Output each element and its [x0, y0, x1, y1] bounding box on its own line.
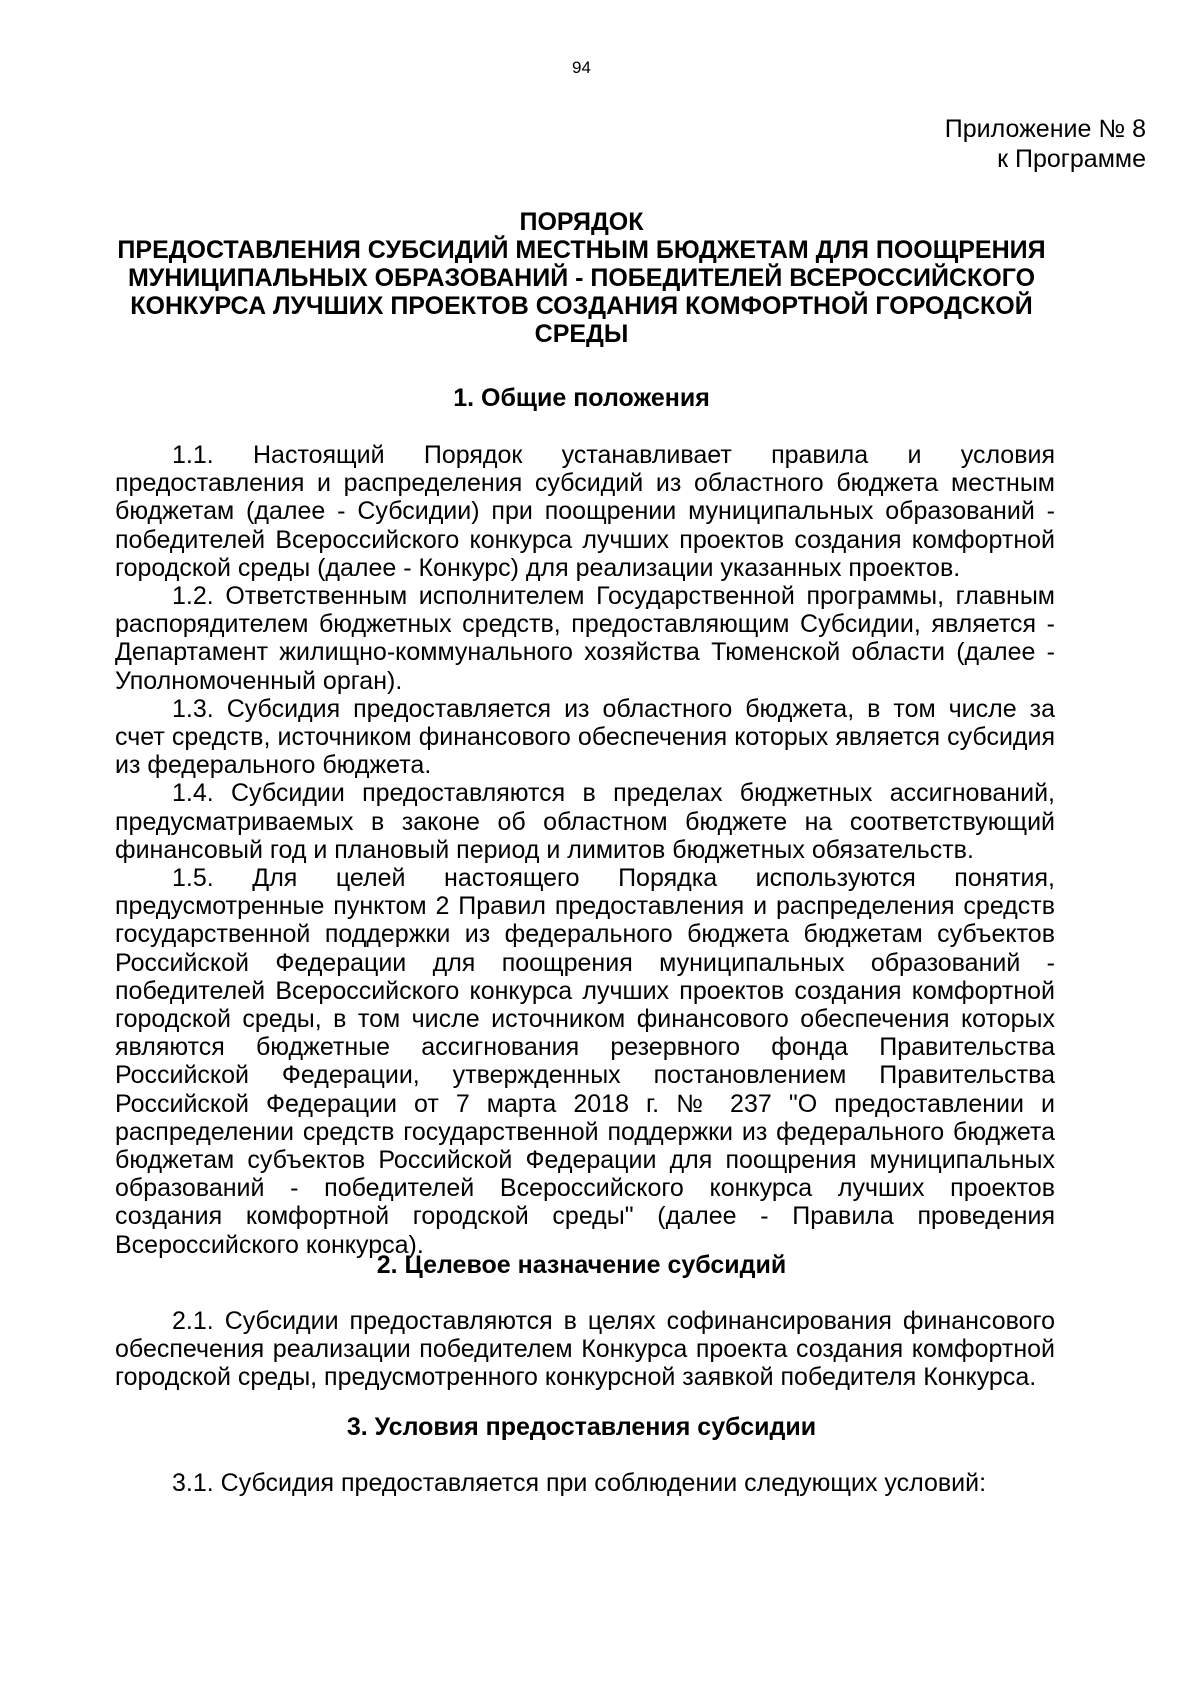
appendix-program: к Программе: [997, 145, 1146, 173]
page-number: 94: [572, 58, 591, 77]
section-heading-general: 1. Общие положения: [453, 384, 710, 412]
section-body-purpose: [115, 1307, 1055, 1392]
section-heading-conditions: 3. Условия предоставления субсидии: [346, 1413, 817, 1441]
document-title: [110, 208, 1053, 348]
paragraph-2-1: 2.1. Субсидии предоставляются в целях софинансирования финансового обеспечения реализации победителем Конкурса проекта создания комфортной городской среды, предусмотренного конкурсной заявкой победителя Конкурса.: [115, 1307, 1055, 1392]
section-body-general: [115, 441, 1055, 1259]
appendix-number: Приложение № 8: [944, 115, 1146, 143]
title-line: ПОРЯДОК: [519, 208, 644, 236]
appendix-note: [945, 114, 1146, 174]
title-line: СРЕДЫ: [534, 320, 629, 348]
paragraph-1-3: 1.3. Субсидия предоставляется из областного бюджета, в том числе за счет средств, источником финансового обеспечения которых является субсидия из федерального бюджета.: [115, 694, 1055, 780]
paragraph-1-4: 1.4. Субсидии предоставляются в пределах бюджетных ассигнований, предусматриваемых в законе об областном бюджете на соответствующий финансовый год и плановый период и лимитов бюджетных обязательств.: [115, 779, 1055, 864]
paragraph-1-1: 1.1. Настоящий Порядок устанавливает правила и условия предоставления и распределения субсидий из областного бюджета местным бюджетам (далее - Субсидии) при поощрении муниципальных образований - победителей Всероссийского конкурса лучших проектов создания комфортной городской среды (далее - Конкурс) для реализации указанных проектов.: [115, 441, 1055, 582]
paragraph-1-5: 1.5. Для целей настоящего Порядка используются понятия, предусмотренные пунктом 2 Правил предоставления и распределения средств государственной поддержки из федерального бюджета бюджетам субъектов Российской Федерации для поощрения муниципальных образований - победителей Всероссийского конкурса лучших проектов создания комфортной городской среды, в том числе источником финансового обеспечения которых являются бюджетные ассигнования резервного фонда Правительства Российской Федерации, утвержденных постановлением Правительства Российской Федерации от 7 марта 2018 г. № 237 "О предоставлении и распределении средств государственной поддержки из федерального бюджета бюджетам субъектов Российской Федерации для поощрения муниципальных образований - победителей Всероссийского конкурса лучших проектов создания комфортной городской среды" (далее - Правила проведения Всероссийского конкурса).: [115, 864, 1055, 1259]
paragraph-3-1: 3.1. Субсидия предоставляется при соблюдении следующих условий:: [172, 1469, 987, 1497]
paragraph-1-2: 1.2. Ответственным исполнителем Государственной программы, главным распорядителем бюджетных средств, предоставляющим Субсидии, является - Департамент жилищно-коммунального хозяйства Тюменской области (далее - Уполномоченный орган).: [115, 582, 1055, 695]
section-heading-purpose: 2. Целевое назначение субсидий: [376, 1251, 787, 1279]
title-line: ПРЕДОСТАВЛЕНИЯ СУБСИДИЙ МЕСТНЫМ БЮДЖЕТАМ ДЛЯ ПООЩРЕНИЯ: [117, 236, 1046, 264]
title-line: МУНИЦИПАЛЬНЫХ ОБРАЗОВАНИЙ - ПОБЕДИТЕЛЕЙ ВСЕРОССИЙСКОГО: [127, 264, 1036, 292]
title-line: КОНКУРСА ЛУЧШИХ ПРОЕКТОВ СОЗДАНИЯ КОМФОРТНОЙ ГОРОДСКОЙ: [130, 292, 1033, 320]
section-body-conditions: [115, 1469, 1055, 1497]
